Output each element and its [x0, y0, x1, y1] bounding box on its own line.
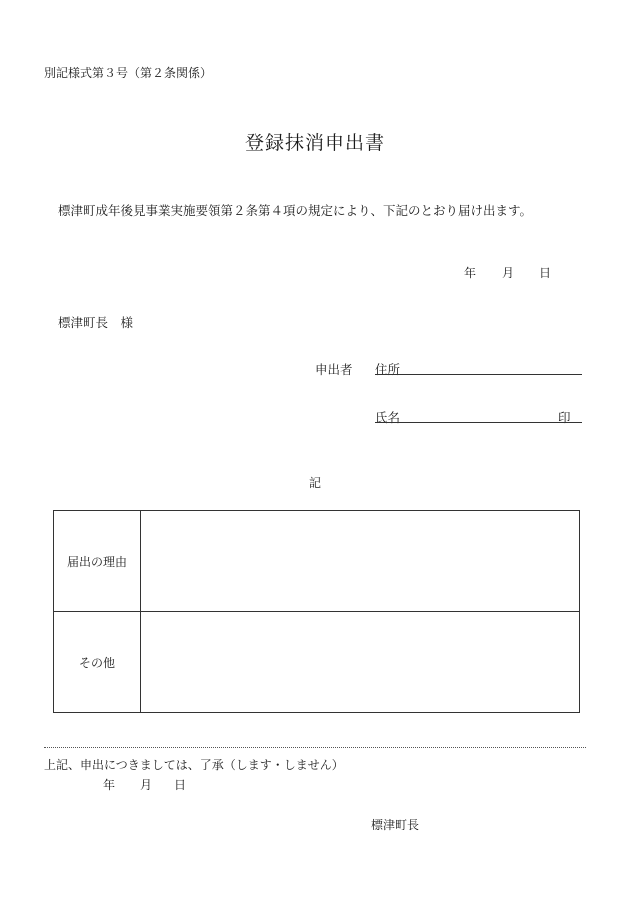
document-title: 登録抹消申出書 [244, 132, 385, 154]
intro-text: 標津町成年後見事業実施要領第２条第４項の規定により、下記のとおり届け出ます。 [58, 203, 533, 218]
form-number: 別記様式第３号（第２条関係） [44, 66, 213, 80]
name-field[interactable] [375, 422, 582, 423]
address-field[interactable] [375, 374, 582, 375]
name-label: 氏名 [375, 410, 401, 425]
address-label: 住所 [375, 362, 401, 377]
seal-label: 印 [558, 410, 571, 425]
detail-table [53, 510, 580, 713]
table-row [54, 511, 580, 612]
approval-year-label: 年 [103, 778, 116, 792]
reason-field[interactable] [141, 511, 580, 612]
approval-text: 上記、申出につきましては、了承（します・しません） [44, 758, 344, 772]
addressee: 標津町長 様 [58, 315, 134, 330]
cut-line-divider [44, 747, 586, 748]
ki-heading: 記 [308, 476, 321, 490]
table-row [54, 612, 580, 713]
approval-month-label: 月 [140, 778, 153, 792]
applicant-label: 申出者 [315, 362, 353, 377]
date-month-label: 月 [502, 266, 515, 280]
other-label: その他 [54, 612, 141, 713]
date-year-label: 年 [464, 266, 477, 280]
reason-label: 届出の理由 [54, 511, 141, 612]
date-day-label: 日 [539, 266, 552, 280]
approval-day-label: 日 [174, 778, 187, 792]
issuer-label: 標津町長 [371, 818, 420, 832]
other-field[interactable] [141, 612, 580, 713]
